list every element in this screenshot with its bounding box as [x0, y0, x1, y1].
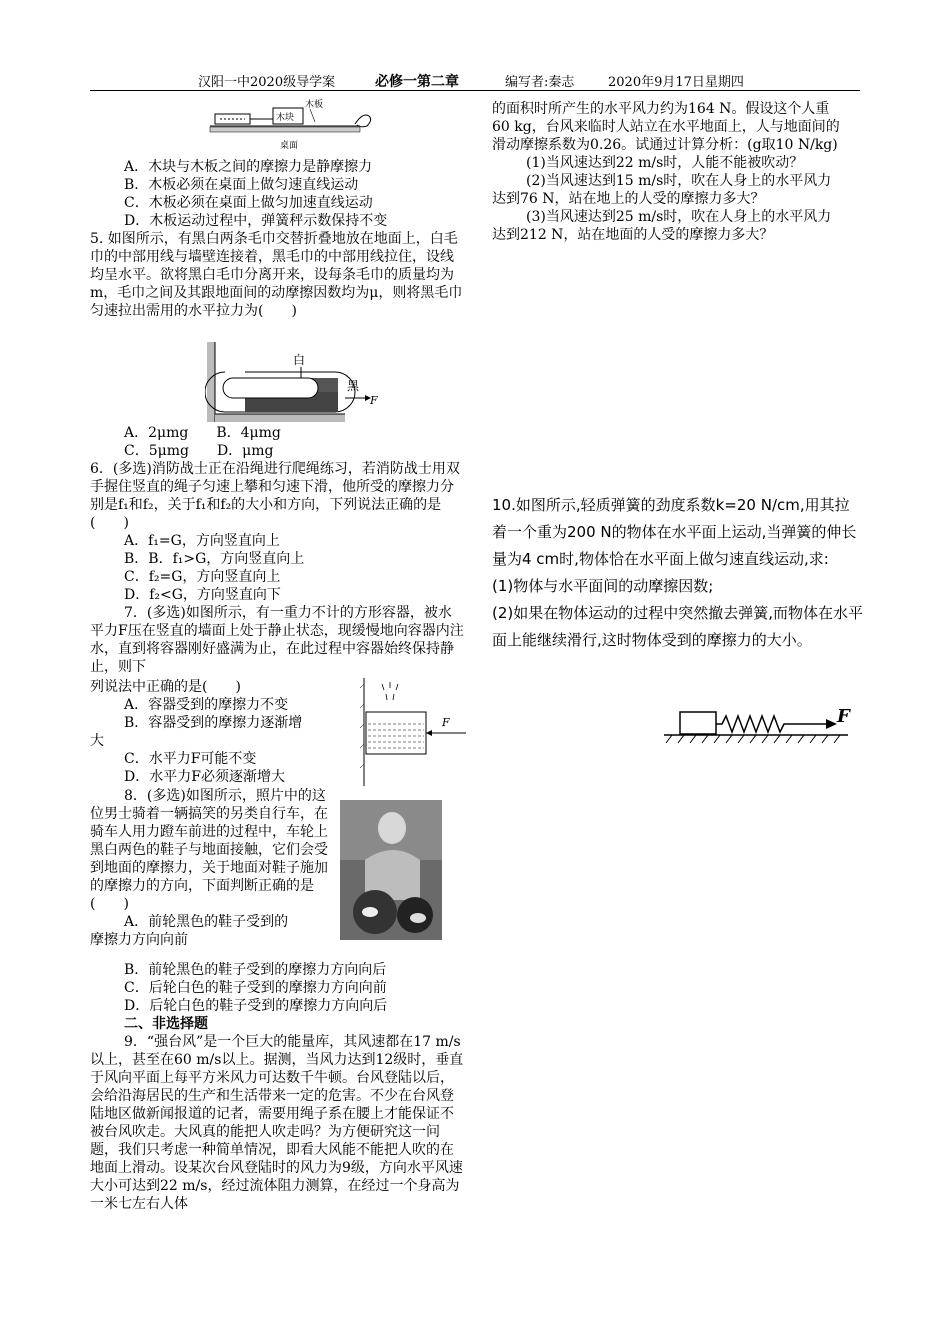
section-2-heading: 二、非选择题 — [124, 1016, 208, 1032]
q7-stem-cont: 列说法中正确的是( ) — [90, 679, 241, 695]
q6-option-d: D．f₂<G，方向竖直向下 — [124, 587, 281, 603]
q8-option-b: B．前轮黑色的鞋子受到的摩擦力方向向后 — [124, 962, 387, 978]
q8-option-c: C．后轮白色的鞋子受到的摩擦力方向向前 — [124, 980, 387, 996]
q5-stem: 5. 如图所示，有黑白两条毛巾交替折叠地放在地面上，白毛巾的中部用线与墙壁连接着，黑毛巾的中部用线拉住，设线均呈水平。欲将黑白毛巾分离开来，设每条毛巾的质量均为m，毛巾之间及其跟地面间的动摩擦因数均为μ，则将黑毛巾匀速拉出需用的水平拉力为( ) — [90, 231, 463, 319]
q4-option-a: A．木块与木板之间的摩擦力是静摩擦力 — [124, 159, 373, 175]
q9-sub-2: (2)当风速达到15 m/s时，吹在人身上的水平风力达到76 N，站在地上的人受的摩擦力多大？ — [492, 173, 832, 207]
q9-sub-1: (1)当风速达到22 m/s时，人能不能被吹动？ — [526, 155, 804, 171]
q4-figure — [205, 96, 385, 156]
left-column-2 — [90, 424, 470, 676]
q8-option-a: A．前轮黑色的鞋子受到的 — [124, 914, 289, 930]
right-column — [492, 100, 842, 244]
q4-option-b: B．木板必须在桌面上做匀速直线运动 — [124, 177, 359, 193]
q8-option-d: D．后轮白色的鞋子受到的摩擦力方向向后 — [124, 998, 388, 1014]
q8-option-a-cont: 摩擦力方向向前 — [90, 932, 188, 948]
q6-option-a: A．f₁=G，方向竖直向上 — [124, 533, 280, 549]
q9-sub-3: (3)当风速达到25 m/s时，吹在人身上的水平风力达到212 N，站在地面的人受的摩擦力多大？ — [492, 209, 832, 243]
q10-figure — [662, 700, 858, 748]
q10-sub-1: (1)物体与水平面间的动摩擦因数; — [492, 577, 714, 595]
q7-option-d: D．水平力F必须逐渐增大 — [124, 769, 285, 785]
q5-options-ab: A．2μmg B．4μmg — [124, 425, 281, 441]
header-chapter: 必修一第二章 — [375, 74, 459, 90]
q6-stem: 6．(多选)消防战士正在沿绳进行爬绳练习，若消防战士用双手握住竖直的绳子匀速上攀和匀速下滑，他所受的摩擦力分别是f₁和f₂，关于f₁和f₂的大小和方向，下列说法正确的是( ) — [90, 461, 460, 531]
q7-option-b-cont: 大 — [90, 733, 104, 749]
q10-stem: 10.如图所示,轻质弹簧的劲度系数k=20 N/cm,用其拉着一个重为200 N的物体在水平面上运动,当弹簧的伸长量为4 cm时,物体恰在水平面上做匀速直线运动,求: — [492, 496, 857, 568]
q9-stem-cont: 的面积时所产生的水平风力约为164 N。假设这个人重60 kg，台风来临时人站立在水平地面上，人与地面间的滑动摩擦系数为0.26。试通过计算分析：(g取10 N/kg) — [492, 101, 840, 153]
q10-block — [492, 492, 864, 654]
q7-option-c: C．水平力F可能不变 — [124, 751, 257, 767]
header-school: 汉阳一中2020级导学案 — [198, 75, 336, 90]
q7-option-b: B．容器受到的摩擦力逐渐增 — [124, 715, 303, 731]
q4-option-c: C．木板必须在桌面上做匀加速直线运动 — [124, 195, 373, 211]
page-header — [90, 68, 860, 91]
q7-f-label: F — [442, 716, 450, 729]
q10-f-label: F — [837, 706, 850, 727]
q8-photo — [340, 800, 442, 940]
q8-block — [90, 787, 338, 949]
q7-figure — [360, 678, 472, 788]
q4-board-label: 木板 — [305, 100, 324, 110]
q7-option-a: A．容器受到的摩擦力不变 — [124, 697, 289, 713]
q5-white-label: 白 — [293, 353, 306, 367]
q4-option-d: D．木板运动过程中，弹簧秤示数保持不变 — [124, 213, 388, 229]
q7-stem: 7．(多选)如图所示，有一重力不计的方形容器，被水平力F压在竖直的墙面上处于静止状态，现缓慢地向容器内注水，直到将容器刚好盛满为止，在此过程中容器始终保持静止，则下 — [90, 605, 464, 675]
left-column — [90, 158, 470, 320]
q6-option-c: C．f₂=G，方向竖直向上 — [124, 569, 281, 585]
q5-black-label: 黑 — [347, 379, 360, 393]
q9-stem: 9．“强台风”是一个巨大的能量库，其风速都在17 m/s以上，甚至在60 m/s以上。据测，当风力达到12级时，垂直于风向平面上每平方米风力可达数千牛顿。台风登陆以后，会给沿海居民的生产和生活带来一定的危害。不少在台风登陆地区做新闻报道的记者，需要用绳子系在腰上才能保证不被台风吹走。大风真的能把人吹走吗？为方便研究这一问题，我们只考虑一种简单情况，即看大风能不能把人吹的在地面上滑动。设某次台风登陆时的风力为9级，方向水平风速大小可达到22 m/s，经过流体阻力测算，在经过一个身高为一米七左右人体 — [90, 1034, 464, 1212]
q6-option-b: B．B．f₁>G，方向竖直向上 — [124, 551, 305, 567]
header-date: 2020年9月17日星期四 — [608, 75, 744, 90]
q4-block-label: 木块 — [276, 113, 295, 123]
left-column-3 — [90, 678, 360, 786]
q10-sub-2: (2)如果在物体运动的过程中突然撤去弹簧,而物体在水平面上能继续滑行,这时物体受到的摩擦力的大小。 — [492, 604, 864, 649]
q4-table-label: 桌面 — [280, 141, 299, 151]
q5-figure — [205, 342, 380, 424]
left-column-4 — [90, 961, 470, 1213]
header-author: 编写者:秦志 — [505, 75, 575, 90]
q8-stem: 8．(多选)如图所示，照片中的这位男士骑着一辆搞笑的另类自行车，在骑车人用力蹬车前进的过程中，车轮上黑白两色的鞋子与地面接触，它们会受到地面的摩擦力，关于地面对鞋子施加的摩擦力的方向，下面判断正确的是( ) — [90, 788, 328, 912]
q5-options-cd: C．5μmg D．μmg — [124, 443, 274, 459]
q5-f-label: F — [370, 394, 378, 407]
